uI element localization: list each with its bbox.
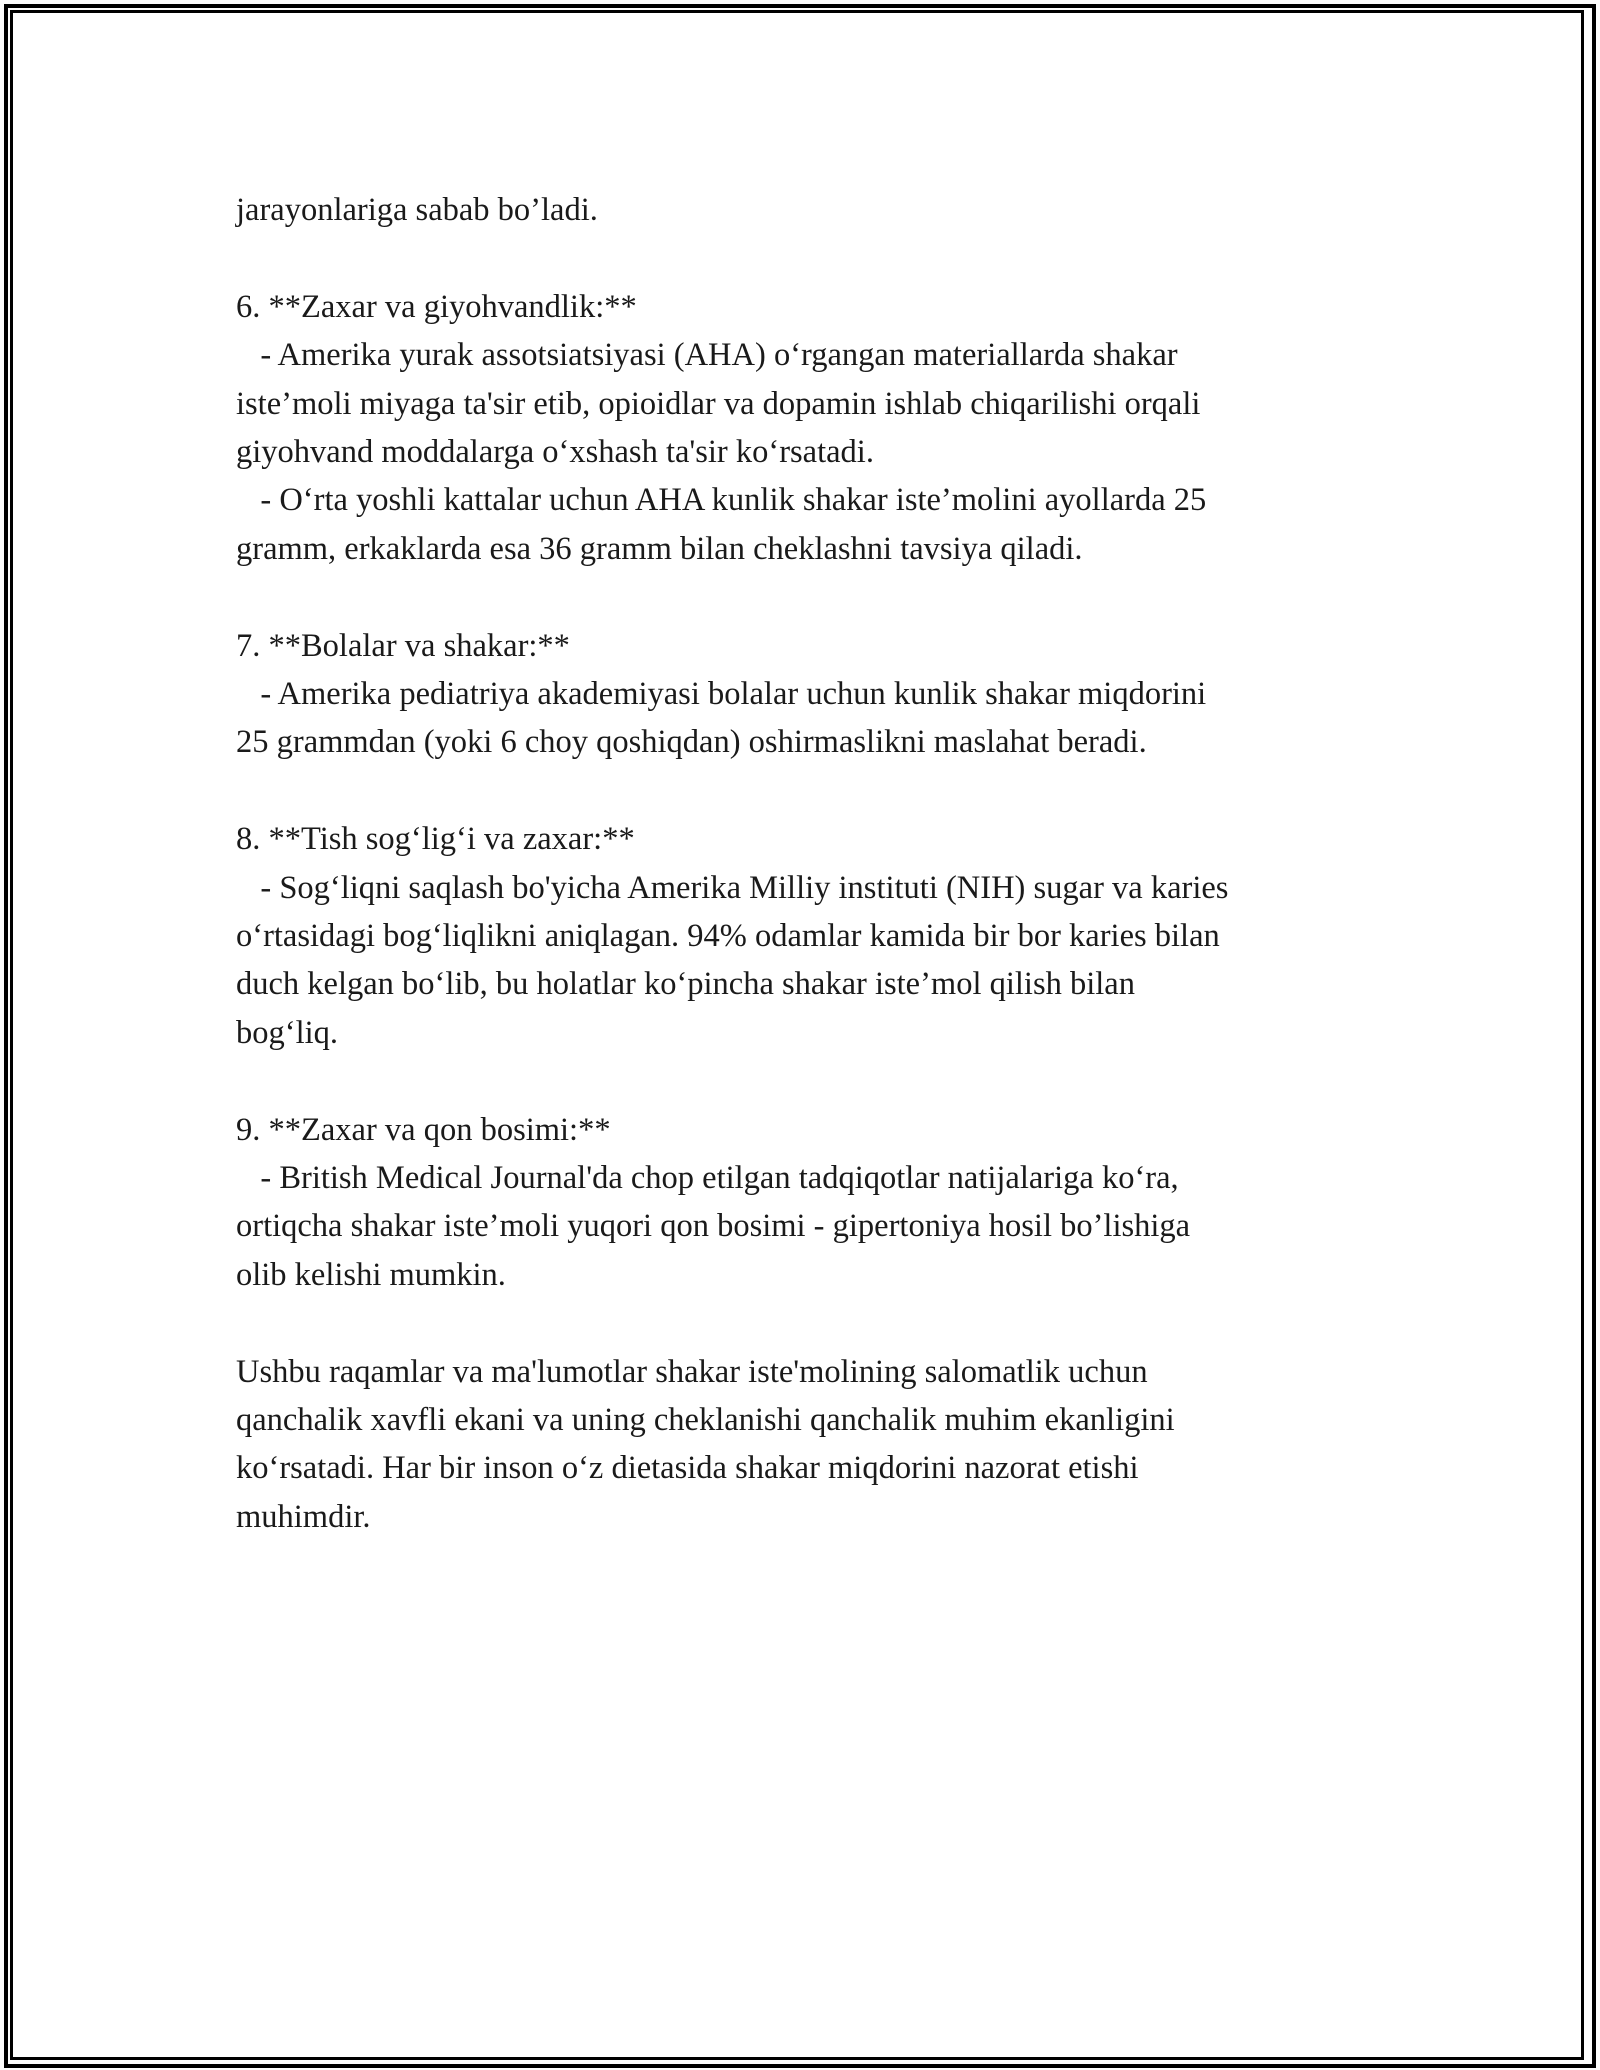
blank-line xyxy=(236,234,1426,282)
text-line: giyohvand moddalarga o‘xshash ta'sir ko‘rsatadi. xyxy=(236,434,874,471)
text-line: ortiqcha shakar iste’moli yuqori qon bosimi - gipertoniya hosil bo’lishiga xyxy=(236,1208,1191,1245)
text-line: - Amerika pediatriya akademiyasi bolalar uchun kunlik shakar miqdorini xyxy=(236,676,1207,713)
section-heading: 9. **Zaxar va qon bosimi:** xyxy=(236,1111,611,1148)
text-line: qanchalik xavfli ekani va uning cheklanishi qanchalik muhim ekanligini xyxy=(236,1402,1175,1439)
text-line: jarayonlariga sabab bo’ladi. xyxy=(236,192,598,228)
text-line: muhimdir. xyxy=(236,1498,371,1535)
text-line: - O‘rta yoshli kattalar uchun AHA kunlik shakar iste’molini ayollarda 25 xyxy=(236,482,1207,519)
text-line: 25 grammdan (yoki 6 choy qoshiqdan) oshirmaslikni maslahat beradi. xyxy=(236,724,1147,761)
text-line: gramm, erkaklarda esa 36 gramm bilan cheklashni tavsiya qiladi. xyxy=(236,530,1083,567)
section-heading: 7. **Bolalar va shakar:** xyxy=(236,627,570,664)
text-line: iste’moli miyaga ta'sir etib, opioidlar va dopamin ishlab chiqarilishi orqali xyxy=(236,385,1201,422)
text-line: - British Medical Journal'da chop etilgan tadqiqotlar natijalariga ko‘ra, xyxy=(236,1160,1179,1197)
blank-line xyxy=(236,1057,1426,1105)
blank-line xyxy=(236,1299,1426,1347)
text-line: o‘rtasidagi bog‘liqlikni aniqlagan. 94% odamlar kamida bir bor karies bilan xyxy=(236,918,1220,955)
section-heading: 8. **Tish sog‘lig‘i va zaxar:** xyxy=(236,821,635,858)
document-body xyxy=(236,186,1426,1541)
text-line: olib kelishi mumkin. xyxy=(236,1256,506,1293)
section-heading: 6. **Zaxar va giyohvandlik:** xyxy=(236,288,637,325)
text-line: duch kelgan bo‘lib, bu holatlar ko‘pincha shakar iste’mol qilish bilan xyxy=(236,966,1135,1003)
text-line: Ushbu raqamlar va ma'lumotlar shakar iste'molining salomatlik uchun xyxy=(236,1353,1148,1390)
text-line: - Sog‘liqni saqlash bo'yicha Amerika Milliy instituti (NIH) sugar va karies xyxy=(236,869,1229,906)
blank-line xyxy=(236,573,1426,621)
text-line: ko‘rsatadi. Har bir inson o‘z dietasida shakar miqdorini nazorat etishi xyxy=(236,1450,1139,1487)
text-line: bog‘liq. xyxy=(236,1014,339,1051)
text-line: - Amerika yurak assotsiatsiyasi (AHA) o‘rgangan materiallarda shakar xyxy=(236,337,1178,374)
blank-line xyxy=(236,767,1426,815)
